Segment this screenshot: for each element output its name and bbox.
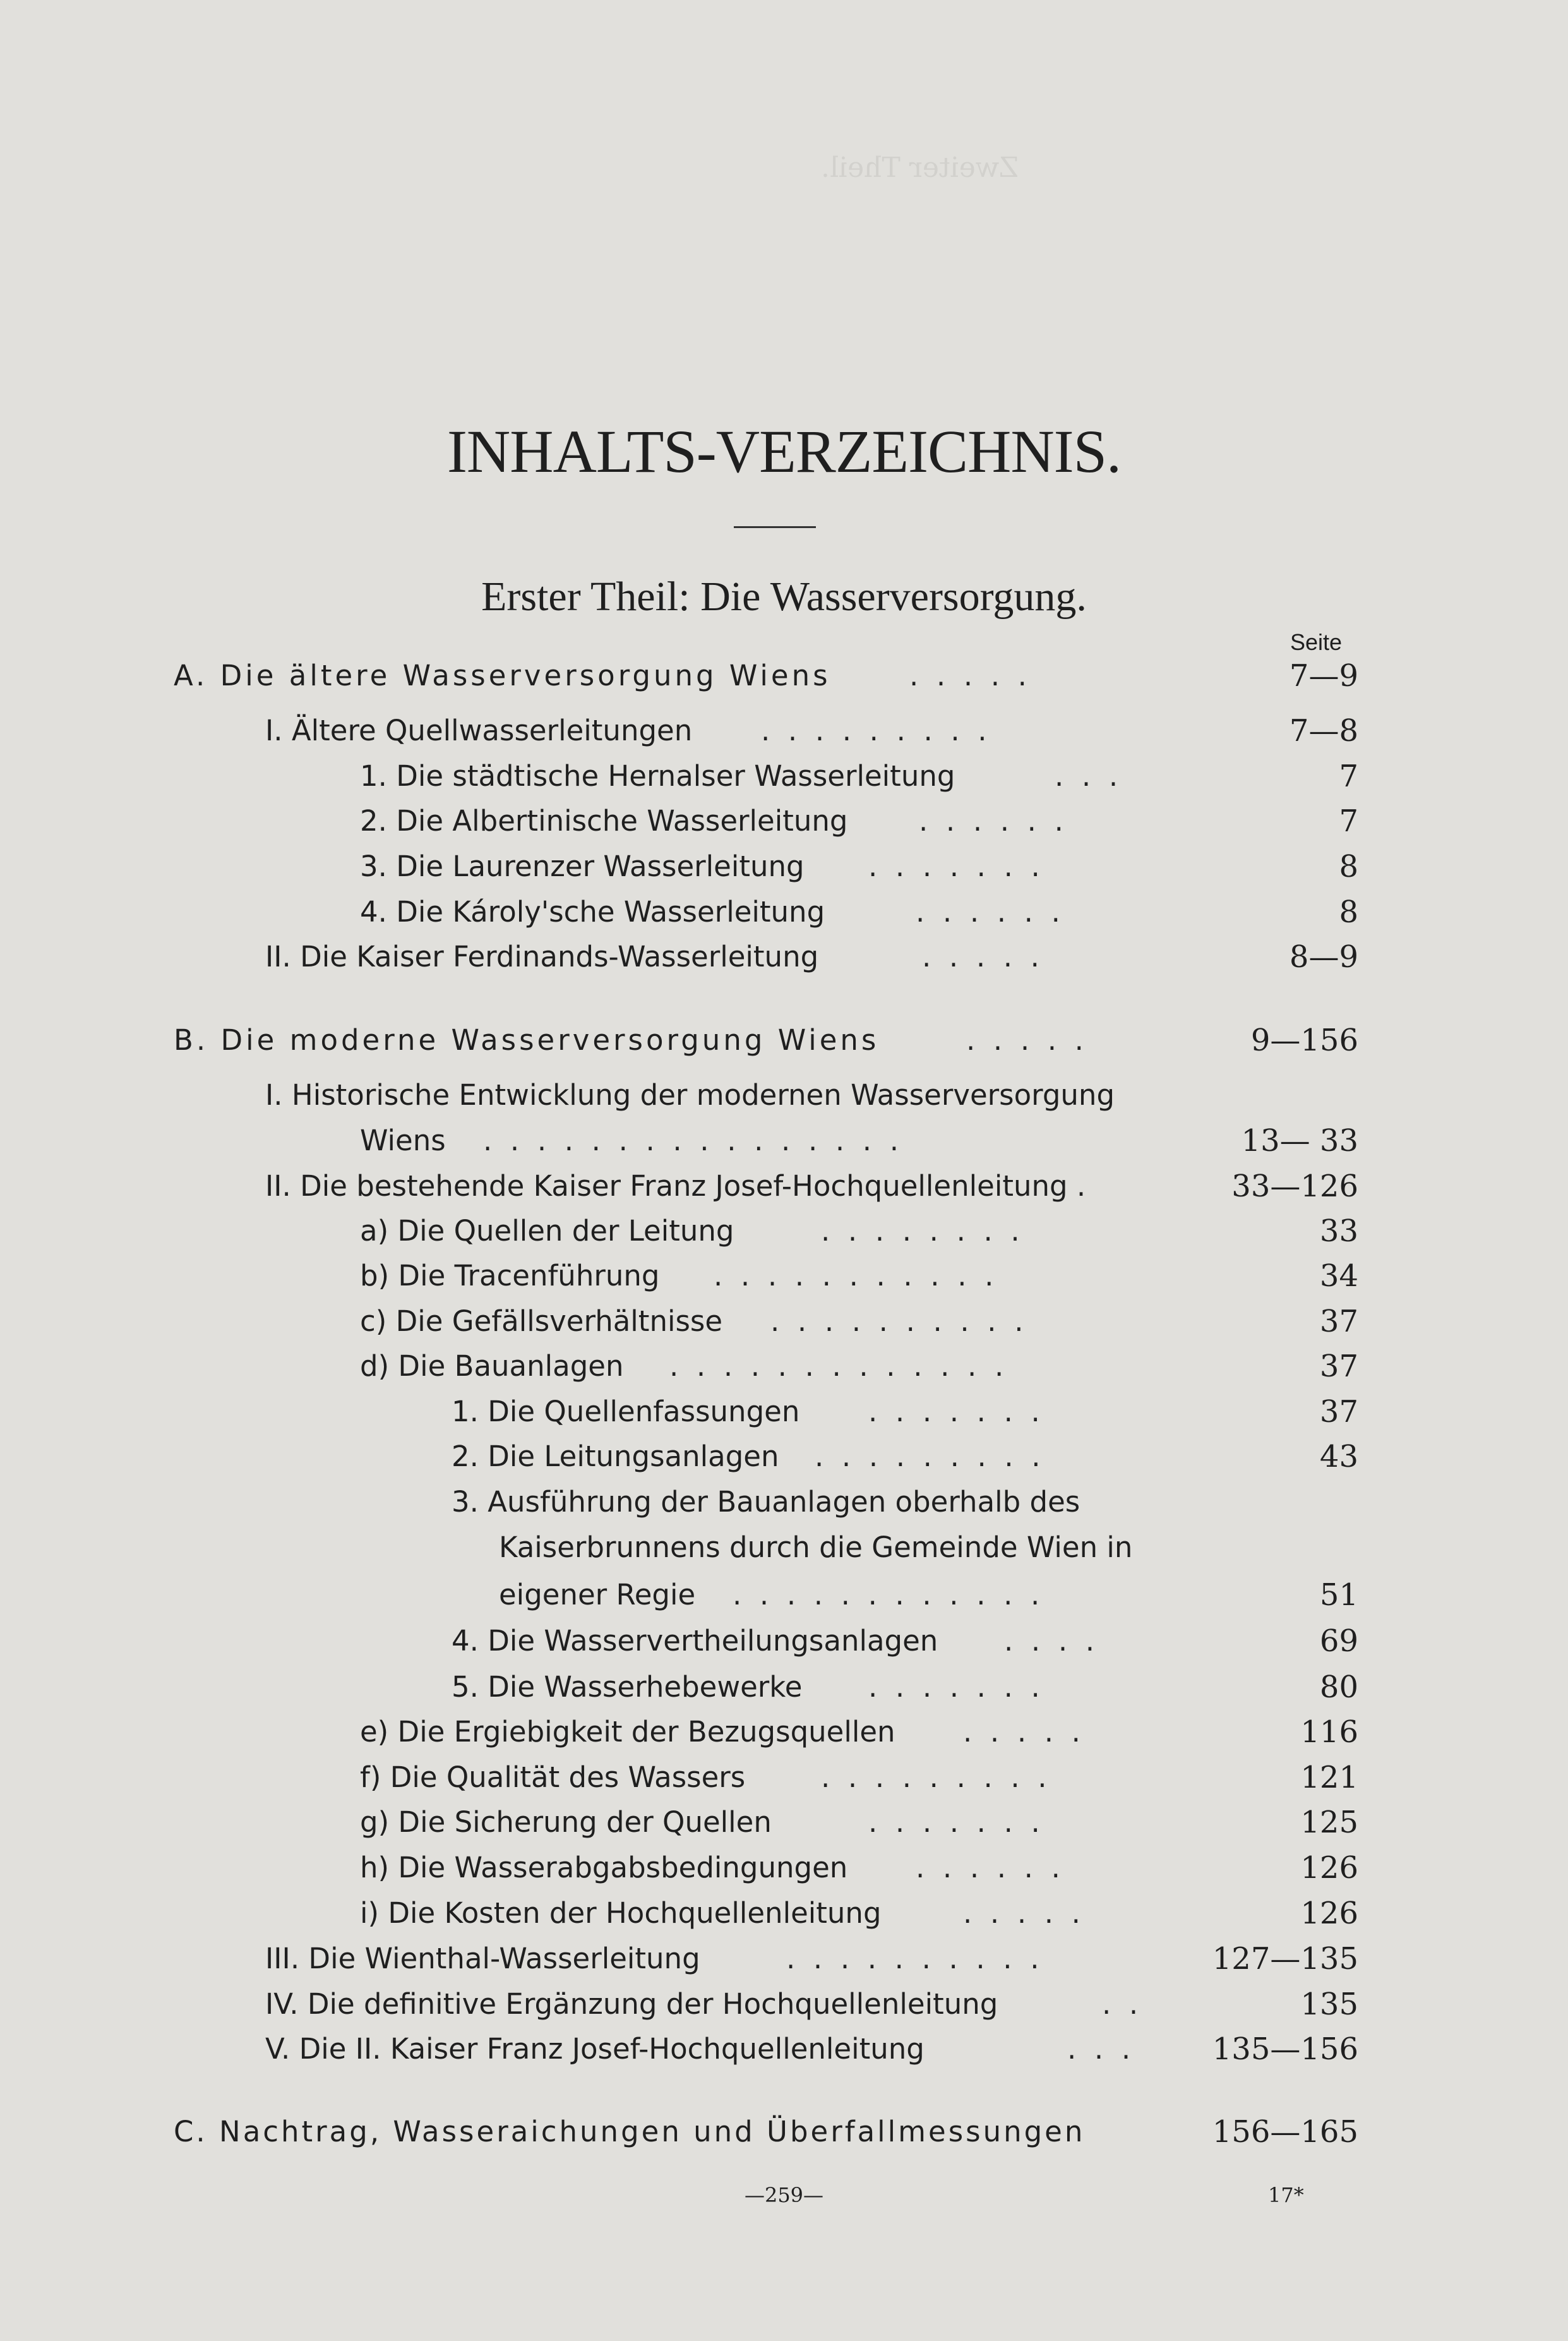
toc-label: 5. Die Wasserhebewerke: [452, 1670, 803, 1704]
toc-label: B. Die moderne Wasserversorgung Wiens: [174, 1023, 880, 1057]
toc-label: c) Die Gefällsverhältnisse: [360, 1304, 723, 1338]
toc-page: 135: [1300, 1987, 1358, 2022]
toc-page: 33: [1319, 1213, 1358, 1249]
toc-row: [0, 1209, 1568, 1253]
toc-label: e) Die Ergiebigkeit der Bezugsquellen: [360, 1715, 895, 1748]
toc-row: [0, 1435, 1568, 1479]
toc-row: [0, 654, 1568, 698]
column-header-seite: Seite: [1290, 629, 1343, 655]
toc-page: 13— 33: [1241, 1123, 1358, 1158]
toc-label: V. Die II. Kaiser Franz Josef-Hochquellenleitung: [265, 2032, 925, 2066]
toc-label: I. Historische Entwicklung der modernen Wasserversorgung: [265, 1078, 1115, 1112]
leader-dots: . . . . . . . . . . . . .: [669, 1349, 1004, 1383]
toc-page: 7: [1339, 803, 1358, 839]
toc-label: 3. Die Laurenzer Wasserleitung: [360, 850, 805, 883]
toc-page: 125: [1300, 1805, 1358, 1840]
toc-label: 1. Die städtische Hernalser Wasserleitung: [360, 759, 955, 793]
toc-label: d) Die Bauanlagen: [360, 1349, 624, 1383]
leader-dots: . . . . . .: [916, 895, 1060, 929]
toc-label: 2. Die Albertinische Wasserleitung: [360, 804, 848, 838]
toc-row: [0, 2110, 1568, 2154]
toc-label: g) Die Sicherung der Quellen: [360, 1805, 772, 1839]
toc-row: [0, 1800, 1568, 1845]
toc-label: b) Die Tracenführung: [360, 1259, 660, 1292]
toc-page: 34: [1319, 1258, 1358, 1294]
toc-label: Wiens: [360, 1124, 446, 1157]
toc-row: [0, 1073, 1568, 1117]
toc-row: [0, 1390, 1568, 1434]
toc-label: 4. Die Károly'sche Wasserleitung: [360, 895, 825, 929]
toc-page: 69: [1319, 1623, 1358, 1659]
signature-mark: 17*: [1268, 2183, 1304, 2207]
toc-label: 4. Die Wasservertheilungsanlagen: [452, 1624, 938, 1658]
leader-dots: . . . . . . . . .: [761, 714, 987, 747]
toc-label: II. Die Kaiser Ferdinands-Wasserleitung: [265, 940, 819, 973]
toc-row: [0, 845, 1568, 889]
toc-row: [0, 1619, 1568, 1663]
toc-page: 126: [1300, 1850, 1358, 1886]
toc-row: [0, 799, 1568, 843]
toc-label: i) Die Kosten der Hochquellenleitung: [360, 1896, 882, 1930]
toc-label: I. Ältere Quellwasserleitungen: [265, 714, 693, 747]
toc-page: 51: [1319, 1577, 1358, 1613]
toc-row: [0, 1480, 1568, 1524]
leader-dots: . . . . . . . . .: [815, 1440, 1041, 1473]
toc-page: 37: [1319, 1349, 1358, 1384]
bleed-through: Zweiter Theil.: [821, 152, 1019, 184]
toc-page: 121: [1300, 1760, 1358, 1795]
toc-row: [0, 1665, 1568, 1709]
toc-label: C. Nachtrag, Wasseraichungen und Überfallmessungen: [174, 2115, 1086, 2148]
leader-dots: . . . . . .: [919, 804, 1063, 838]
toc-page: 8: [1339, 849, 1358, 884]
toc-row: [0, 1846, 1568, 1890]
toc-label: A. Die ältere Wasserversorgung Wiens: [174, 659, 831, 692]
toc-page: 9—156: [1250, 1023, 1358, 1058]
toc-row: [0, 1018, 1568, 1062]
toc-label: IV. Die definitive Ergänzung der Hochquellenleitung: [265, 1987, 998, 2021]
toc-row: [0, 1164, 1568, 1208]
leader-dots: . . . . . . . . . .: [770, 1304, 1024, 1338]
toc-page: 80: [1319, 1670, 1358, 1705]
leader-dots: . . . . . . . . . . . .: [733, 1578, 1040, 1611]
toc-page: 8: [1339, 894, 1358, 930]
toc-row: [0, 1937, 1568, 1981]
toc-page: 156—165: [1212, 2114, 1358, 2150]
toc-row: [0, 1982, 1568, 2026]
toc-page: 37: [1319, 1394, 1358, 1429]
toc-row: [0, 890, 1568, 934]
toc-label: III. Die Wienthal-Wasserleitung: [265, 1942, 700, 1975]
toc-page: 33—126: [1231, 1169, 1358, 1204]
toc-row: [0, 1299, 1568, 1344]
toc-label: II. Die bestehende Kaiser Franz Josef-Hochquellenleitung .: [265, 1169, 1086, 1203]
leader-dots: . . . . .: [963, 1896, 1080, 1930]
toc-row: [0, 1710, 1568, 1754]
page-number: —259—: [744, 2183, 824, 2207]
toc-row: [0, 1755, 1568, 1800]
toc-page: 7—9: [1289, 658, 1358, 694]
leader-dots: . . . . . . . . . . .: [714, 1259, 994, 1292]
toc-page: 126: [1300, 1896, 1358, 1931]
toc-label: 1. Die Quellenfassungen: [452, 1395, 800, 1428]
toc-row: [0, 709, 1568, 753]
toc-label: 2. Die Leitungsanlagen: [452, 1440, 779, 1473]
leader-dots: . . .: [1067, 2032, 1131, 2066]
leader-dots: . . . . .: [909, 659, 1027, 692]
toc-row: [0, 1891, 1568, 1935]
toc-label: h) Die Wasserabgabsbedingungen: [360, 1851, 848, 1884]
toc-row: [0, 2027, 1568, 2071]
leader-dots: . . . . . .: [916, 1851, 1060, 1884]
leader-dots: . .: [1102, 1987, 1139, 2021]
toc-label: 3. Ausführung der Bauanlagen oberhalb des: [452, 1485, 1080, 1519]
leader-dots: . . .: [1055, 759, 1118, 793]
toc-page: 7—8: [1289, 713, 1358, 749]
toc-row: [0, 1119, 1568, 1163]
part-heading: Erster Theil: Die Wasserversorgung.: [481, 574, 1087, 620]
leader-dots: . . . . . . .: [868, 1670, 1040, 1704]
toc-label: f) Die Qualität des Wassers: [360, 1760, 746, 1794]
toc-row: [0, 1254, 1568, 1298]
leader-dots: . . . . .: [963, 1715, 1080, 1748]
leader-dots: . . . . . . . . . .: [786, 1942, 1039, 1975]
toc-row: [0, 1526, 1568, 1570]
toc-row: [0, 935, 1568, 979]
leader-dots: . . . . .: [966, 1023, 1084, 1057]
leader-dots: . . . . . . . . . . . . . . . .: [483, 1124, 899, 1157]
leader-dots: . . . . . . . .: [821, 1214, 1020, 1248]
toc-row: [0, 754, 1568, 798]
toc-page: 7: [1339, 759, 1358, 794]
leader-dots: . . . .: [1004, 1624, 1095, 1658]
toc-page: 8—9: [1289, 939, 1358, 975]
toc-row: [0, 1573, 1568, 1617]
toc-label: eigener Regie: [499, 1578, 696, 1611]
leader-dots: . . . . . . . . .: [821, 1760, 1047, 1794]
leader-dots: . . . . . . .: [868, 1395, 1040, 1428]
title-rule: [734, 526, 816, 528]
leader-dots: . . . . .: [922, 940, 1039, 973]
toc-label: a) Die Quellen der Leitung: [360, 1214, 734, 1248]
leader-dots: . . . . . . .: [868, 850, 1040, 883]
toc-page: 135—156: [1212, 2031, 1358, 2067]
toc-row: [0, 1344, 1568, 1388]
toc-page: 116: [1300, 1714, 1358, 1750]
toc-page: 127—135: [1212, 1941, 1358, 1977]
leader-dots: . . . . . . .: [868, 1805, 1040, 1839]
toc-label: Kaiserbrunnens durch die Gemeinde Wien in: [499, 1531, 1133, 1564]
toc-page: 43: [1319, 1439, 1358, 1474]
page-title: INHALTS-VERZEICHNIS.: [446, 418, 1122, 485]
toc-page: 37: [1319, 1304, 1358, 1339]
